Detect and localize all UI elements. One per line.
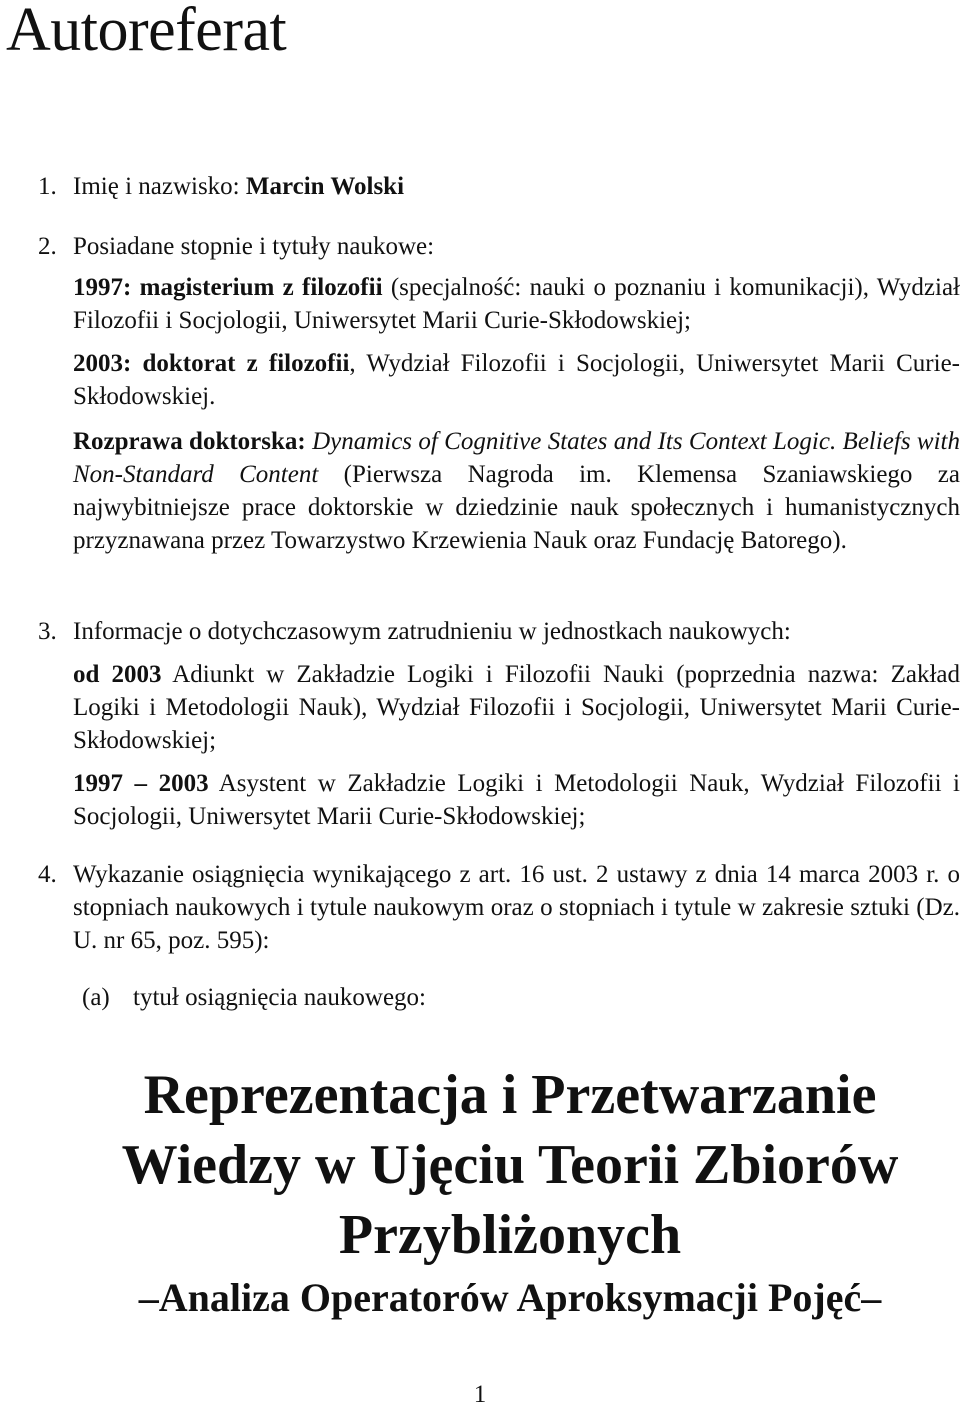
item-4-number: 4. — [38, 861, 57, 888]
achievement-title-line-3: Przybliżonych — [338, 1204, 682, 1266]
degree-1-heading: 1997: magisterium z filozofii — [73, 274, 383, 301]
item-1-number: 1. — [38, 173, 57, 200]
degree-1 — [73, 271, 960, 337]
item-1-label: Imię i nazwisko: — [73, 173, 246, 200]
job-2-period: 1997 – 2003 — [73, 770, 209, 797]
degree-2-details: , Wydział Filozofii i Socjologii, Uniwersytet Marii Curie-Skłodowskiej. — [73, 350, 960, 410]
job-2-details: Asystent w Zakładzie Logiki i Metodologii Nauk, Wydział Filozofii i Socjologii, Uniwersytet Marii Curie-Skłodowskiej; — [73, 770, 960, 830]
item-3-label: Informacje o dotychczasowym zatrudnieniu w jednostkach naukowych: — [73, 618, 791, 645]
subitem-a-label: (a) — [82, 984, 110, 1011]
achievement-title-line-1: Reprezentacja i Przetwarzanie — [143, 1064, 877, 1126]
item-2-number: 2. — [38, 233, 57, 260]
thesis-award: (Pierwsza Nagroda im. Klemensa Szaniawskiego za najwybitniejsze prace doktorskie w dziedzinie nauk społecznych i humanistycznych przyznawana przez Towarzystwo Krzewienia Nauk oraz Fundację Batorego). — [73, 461, 960, 554]
thesis-title: Dynamics of Cognitive States and Its Context Logic. Beliefs with Non-Standard Content — [73, 428, 960, 488]
item-4-text: Wykazanie osiągnięcia wynikającego z art. 16 ust. 2 ustawy z dnia 14 marca 2003 r. o stopniach naukowych i tytule naukowym oraz o stopniach i tytule w zakresie sztuki (Dz. U. nr 65, poz. 595): — [73, 861, 960, 954]
achievement-subtitle: –Analiza Operatorów Aproksymacji Pojęć– — [138, 1275, 882, 1320]
degree-1-details: (specjalność: nauki o poznaniu i komunikacji), Wydział Filozofii i Socjologii, Uniwersytet Marii Curie-Skłodowskiej; — [73, 274, 960, 334]
thesis-heading: Rozprawa doktorska: — [73, 428, 313, 455]
thesis-paragraph — [73, 425, 960, 557]
page-number: 1 — [473, 1381, 487, 1408]
degree-2-heading: 2003: doktorat z filozofii — [73, 350, 350, 377]
job-1-period: od 2003 — [73, 661, 162, 688]
item-1-text — [73, 170, 960, 203]
job-2 — [73, 767, 960, 833]
job-1-details: Adiunkt w Zakładzie Logiki i Filozofii Nauki (poprzednia nazwa: Zakład Logiki i Metodologii Nauk), Wydział Filozofii i Socjologii, Uniwersytet Marii Curie-Skłodowskiej; — [73, 661, 960, 754]
subitem-a-text: tytuł osiągnięcia naukowego: — [133, 984, 426, 1011]
achievement-title-line-2: Wiedzy w Ujęciu Teorii Zbiorów — [121, 1134, 899, 1196]
job-1 — [73, 658, 960, 757]
author-name: Marcin Wolski — [245, 173, 405, 200]
item-3-number: 3. — [38, 618, 57, 645]
item-2-label: Posiadane stopnie i tytuły naukowe: — [73, 233, 435, 260]
document-title: Autoreferat — [6, 0, 287, 64]
degree-2 — [73, 347, 960, 413]
